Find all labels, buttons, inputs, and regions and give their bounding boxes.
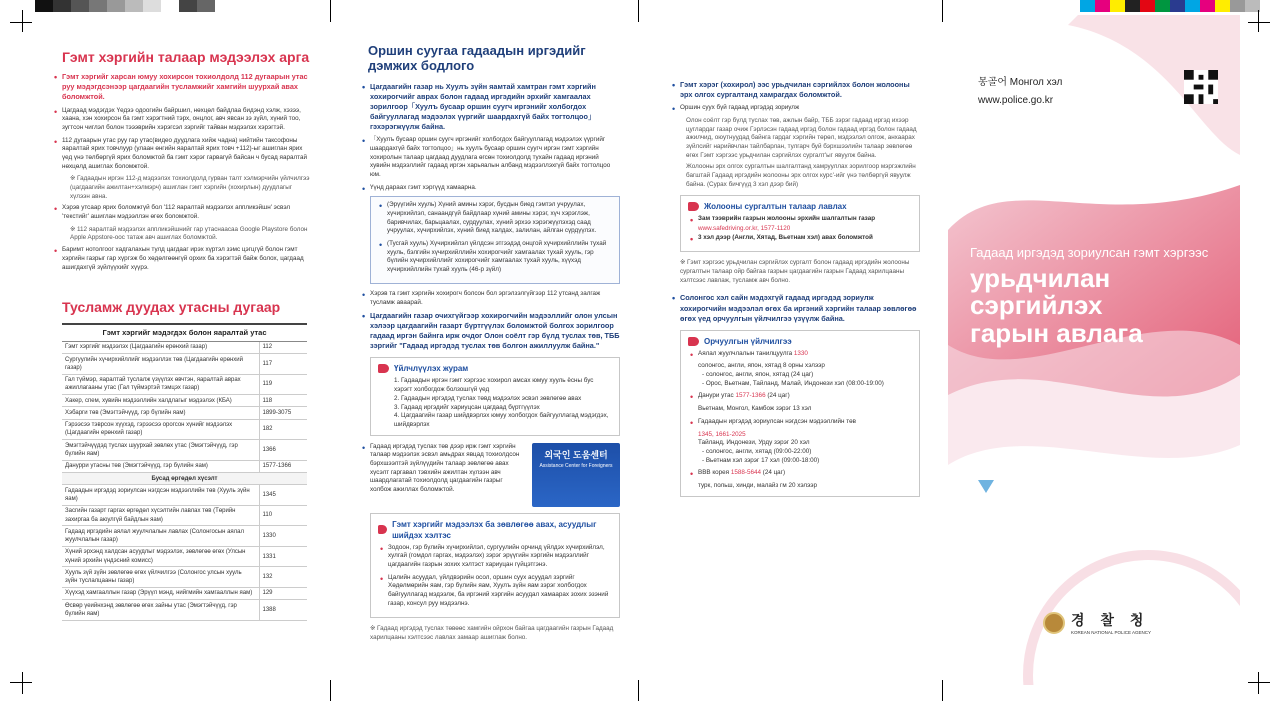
center-text: • Гадаад иргэдэд туслах төв дээр ирж гэмт хэргийн талаар мэдээлэх эсвэл амьдрах явцад тохиолдсон бэрхшээлтэй зүйлүүдийн талаар зөвлөгөө авах хүсэлт гаргавал тэвхийн ажилтан хүлээн авч шаардлагатай тохиолдолд цагдаагийн газрыг холбож ажиллах боломжтой. xyxy=(360,443,524,503)
service-detail: - солонгос, англи, япон, хятад (24 цаг) xyxy=(702,371,814,379)
policy-footnote: ※ Гадаад иргэдэд туслах төвөөс хамгийн ойрхон байгаа цагдаагийн газрын Гадаад харилцааны хэлтсээс лавлах замаар ашиглаж болно. xyxy=(370,625,614,642)
cover-title xyxy=(970,265,1240,347)
prevention-column xyxy=(670,80,920,504)
report-lead: • Гэмт хэргийг харсан юмуу хохирсон тохиолдолд 112 дугаарын утас руу мэдэгдсэнээр цагдаагийн тусламжийг хамгийн шуурхай авах боломжтой. xyxy=(52,72,312,102)
center-image-title: 외국인 도움센터 xyxy=(544,449,608,460)
phone-number: 132 xyxy=(259,567,307,588)
crime-list-item: • (Эрүүгийн хууль) Хүний амины хэрэг, бусдын биед гэмтэл учруулах, хүчирхийлэл, санаандгүй байдлаар хүний амины хэрэг, хүч хэрэглэж, баривчилах, барьцаалах, сурдуулах, хүний эрхээ хэрэгжүүлэхэд саад учруулах, хүчирхийлэх, хүний биед халдах, залилан, айлган сүрдүүлэх. xyxy=(377,201,613,236)
phone-number: 1388 xyxy=(259,600,307,621)
phone-name: Гал түймэр, яаралтай туслалж үзүүлэх өвчтэн, яаралтай аврах ажиллагааны утас (Гал түймэртэй тэмцэх газар) xyxy=(62,374,259,395)
service-name: Гадаадын иргэдэд зориулсан нэгдсэн мэдээллийн төв xyxy=(698,417,857,425)
service-name: Данури утас xyxy=(698,392,734,400)
advice-title: Гэмт хэргийг мэдээлэх ба зөвлөгөө авах, асуудлыг шийдэх хэлтэс xyxy=(392,519,597,540)
policy-text: • Хэрэв та гэмт хэргийн хохирогч болсон бол эргэлзэлгүйгээр 112 утсанд залгаж тусламж аваарай. xyxy=(360,290,620,307)
driving-languages: • 3 хэл дээр (Англи, Хятад, Вьетнам хэл) авах боломжтой xyxy=(688,234,912,243)
report-column xyxy=(52,42,312,621)
phone-name: Хууль зүй зүйн зөвлөгөө өгөх үйлчилгээ (Солонгос улсын хууль зүйн туслалцааны газар) xyxy=(62,567,259,588)
crop-mark xyxy=(1248,22,1270,23)
phone-name: Засгийн газарт гаргах өргөдөл хүсэлтийн лавлах төв (Төрийн захиргаа ба аюулгүй байдлын яам) xyxy=(62,505,259,526)
procedure-step: 2. Гадаадын иргэдэд туслах төвд мэдээлэх эсвэл зөвлөгөө авах xyxy=(394,394,582,402)
fold-mark xyxy=(638,680,639,701)
agency-name-english: KOREAN NATIONAL POLICE AGENCY xyxy=(1071,630,1152,635)
service-name: Аялал жуулчлалын танилцуулга xyxy=(698,349,793,357)
service-detail: турк, польш, хинди, малайз гм 20 хэлээр xyxy=(698,481,818,489)
driving-note: ※ Гэмт хэргээс урьдчилан сэргийлэх сургалт болон гадаад иргэдийн жолооны сургалтын талаар ойр байгаа газрын цагдаагийн газрын Гадаад харилцааны хэлтсээс лавлаж, тусламж авч болно. xyxy=(680,259,910,284)
qr-code-icon xyxy=(1184,70,1218,104)
center-image-subtitle: Assistance Center for Foreigners xyxy=(539,463,613,469)
fold-mark xyxy=(942,0,943,22)
procedure-title: Үйлчлүүлэх журам xyxy=(394,364,469,374)
policy-text: • Үүнд дараах гэмт хэргүүд хамаарна. xyxy=(360,184,620,193)
megaphone-icon xyxy=(688,337,699,346)
service-number: 1588-5644 xyxy=(730,469,761,477)
policy-lead: • Цагдаагийн газар нь Хуулъ зүйн яамтай хамтран гэмт хэргийн хохирогчийг аврах болон гадаад иргэдийн эрхийг хамгаалах зорилгоор「Хуулъ бусаар оршин суугч иргэнийг холбогдох байгууллагад мэдээлэх үүргийг шаардахгүй байх тогтолцоо」гэхэрэгжүүлж байна. xyxy=(360,82,620,132)
phone-name: Хүний эрхэнд халдсан асуудлыг мэдээлэх, зөвлөгөө өгөх (Улсын хүний эрхийн үндэсний комисс) xyxy=(62,546,259,567)
prevention-text: Олон соёлт гэр бүлд туслах төв, ажлын байр, ТББ зэрэг гадаад иргэд ихээр цуглардаг газар очиж Гэрлэсэн гадаад иргэд болон гадаад иргэд болон гадаад ажилчид, оюутнуудад байнга гардаг хэргийн төрөл, мэдээлэл олгож, анхаарах зүйлсийг нарийвчлан тайлбарлан, тулгарч буй бэрхшээлийн талаар зөвлөгөө өгөх Гэмт хэргээс урьдчилан сэргийлэх сургалт'ыг явуулж байна. xyxy=(686,116,917,159)
megaphone-icon xyxy=(378,525,387,534)
table-row xyxy=(62,407,307,419)
fold-mark xyxy=(330,0,331,22)
phone-name: Гэрээсээ тэврсон хүүхэд, гэрээсээ орогсон хүнийг мэдээлэх (Цагдаагийн ерөнхий газар) xyxy=(62,419,259,440)
report-title: Гэмт хэргийн талаар мэдээлэх арга xyxy=(62,49,310,65)
table-row xyxy=(62,567,307,588)
phone-number: 118 xyxy=(259,395,307,407)
policy-title: Оршин суугаа гадаадын иргэдийг дэмжих бодлого xyxy=(368,43,586,73)
report-item: • Цагдаад мэдэгдэх Үедээ одоогийн байршил, нөхцөл байдлаа бидэнд хэлж, хэзээ, хаана, хэн хохирсон ба гэмт хэрэгтний тэрх, онцлог, авч явсан зэ зүйл, хүний тоо, зугтсон чиглэл болон тэээврийн хэрэгсэл зэргийг тайван мэдээлэх хэрэгтэй. xyxy=(52,107,312,133)
table-row xyxy=(62,395,307,407)
prevention-lead: • Гэмт хэрэг (хохирол) ээс урьдчилан сэргийлэх болон жолооны эрх олгох сургалтанд хамрагдах боломжтой. xyxy=(670,80,920,100)
service-item xyxy=(688,350,912,359)
phone-name: Гэмт хэргийг мэдээлэх (Цагдаагийн ерөнхий газар) xyxy=(62,341,259,353)
service-detail: Вьетнам, Монгол, Камбож зэрэг 13 хэл xyxy=(698,405,812,413)
cover-title-line: урьдчилан сэргийлэх xyxy=(970,263,1111,321)
driving-title: Жолооны сургалтын талаар лавлах xyxy=(704,202,847,212)
table-row xyxy=(62,587,307,599)
crop-mark xyxy=(1248,682,1270,683)
table-row xyxy=(62,600,307,621)
service-number: 1345, 1661-2025 xyxy=(698,430,746,438)
service-detail: - Орос, Вьетнам, Тайланд, Малай, Индонези хэл (08:00-19:00) xyxy=(702,379,884,387)
phone-name: Данурри утасны төв (Эмэгтэйчүүд, гэр бүлийн яам) xyxy=(62,460,259,472)
phone-number: 1899-3075 xyxy=(259,407,307,419)
prevention-sub: • Оршин суух бүй гадаад иргэдэд зориулж xyxy=(670,104,920,113)
service-detail: солонгос, англи, япон, хятад 8 орны хэлээр xyxy=(698,362,825,370)
phone-name: Гадаадын иргэдэд зориулсан нэгдсэн мэдээллийн төв (Хууль зүйн яам) xyxy=(62,485,259,506)
table-row xyxy=(62,419,307,440)
procedure-step: 4. Цагдаагийн газар шийдвэрлэх юмуу холбогдох байгууллагад мэдэгдэх, шийдвэрлэх xyxy=(394,412,609,428)
police-logo xyxy=(1043,610,1151,635)
color-bar xyxy=(1080,0,1260,12)
report-item: • Хэрэв утсаар ярих боломжгүй бол '112 яаралтай мэдээлэх аппликэйшн' эсвэл 'текстийг' ашиглан мэдээллэн өгөх боломжтой. xyxy=(52,204,312,221)
phone-number: 110 xyxy=(259,505,307,526)
report-note: ※ Гадаадын иргэн 112-д мэдээлэх тохиолдолд гурван талт хэлмэрчийн үйлчилгээ (цагдаагийн ажилтан+хэлмэрч) ашиглан гэмт хэргийн (хохирлын) дуудлагыг хүлээн авна. xyxy=(70,175,310,200)
advice-box xyxy=(370,513,620,619)
service-detail: - Вьетнам хэл зэрэг 17 хэл (09:00-18:00) xyxy=(702,456,820,464)
fold-mark xyxy=(638,0,639,22)
service-number: 1330 xyxy=(793,349,808,357)
policy-column xyxy=(360,42,620,646)
table-row xyxy=(62,440,307,461)
advice-item: • Цалийн асуудал, үйлдвэрийн осол, оршин суух асуудал зэргийг Хөдөлмөрийн яам, гэр бүлийн яам, Хуулъ зүйн яам зэрэг холбогдох байгууллагад мэдээлж, ба иргэний хэргийн асуудал хамаарах зохих эзэний газар, консул руу мэдээлнэ. xyxy=(378,574,612,609)
police-url[interactable]: www.police.go.kr xyxy=(978,95,1054,106)
table-row xyxy=(62,526,307,547)
fold-mark xyxy=(330,680,331,701)
service-detail: Тайланд, Индонези, Урду зэрэг 20 хэл xyxy=(698,439,810,447)
driving-website: www.safedriving.or.kr, 1577-1120 xyxy=(698,225,791,233)
phone-name: Гадаад иргэдийн аялал жуулчлалын лавлах (Солонгосын аялал жуулчлалын газар) xyxy=(62,526,259,547)
service-item xyxy=(688,418,912,427)
assistance-center-image xyxy=(532,443,620,507)
phone-number: 129 xyxy=(259,587,307,599)
wave-graphic xyxy=(948,15,1240,685)
phone-number: 117 xyxy=(259,354,307,375)
crop-mark xyxy=(22,672,23,694)
advice-item: • Зодоон, гэр бүлийн хүчирхийлэл, сургуулийн орчинд үйлдэх хүчирхийлэл, хулгай (гомдол гаргах, мэдээлэх) зэрэг эрүүгийн хэргийн мэдээллийг цагдаагийн газрын зохих хэлтэст хариуцан гүйцэтгэнэ. xyxy=(378,544,612,570)
service-item xyxy=(688,392,912,401)
phone-table xyxy=(62,323,307,621)
driving-box xyxy=(680,195,920,252)
crop-mark xyxy=(10,22,32,23)
phone-name: Өсвөр үеийнхэнд зөвлөгөө өгөх зайны утас (Эмэгтэйчүүд, гэр бүлийн яам) xyxy=(62,600,259,621)
phone-number: 1345 xyxy=(259,485,307,506)
report-note: ※ 112 яаралтай мэдээлэх аппликэйшнийг гар утаснаасаа Google Playstore болон Apple Appstore-оос татаж авч ашиглах боломжтой. xyxy=(70,225,308,242)
police-emblem-icon xyxy=(1043,612,1065,634)
service-number: 1577-1366 xyxy=(735,392,766,400)
procedure-box xyxy=(370,357,620,435)
report-item: • 112 дугаарын утас руу гар утас(видео дуудлага хийж чадна) нийтийн таксофоны яаралтай ярих товчлуур (улаан өнгийн яаралтай ярих товч +112)-ыг ашиглан ярих үед үнэ төлбөргүй ярих боломжтой ба гэмт хэрэг гарвагүй байсан ч бусад яаралтай нөхцөлд ашиглах боломжтой. xyxy=(52,137,312,172)
megaphone-icon xyxy=(378,364,389,373)
phone-number: 1577-1366 xyxy=(259,460,307,472)
translation-lead: • Солонгос хэл сайн мэдэхгүй гадаад иргэдэд зориулж хохирогчийн мэдээлэл өгөх ба иргэний хэргийн талаар зөвлөгөө өгөх үед орчуулгын үйлчилгээ үзүүлж байна. xyxy=(670,293,920,323)
service-item xyxy=(688,469,912,478)
cover-subtitle: Гадаад иргэдэд зориулсан гэмт хэргээс xyxy=(970,245,1209,260)
cover-title-line: гарын авлага xyxy=(970,317,1143,348)
crop-mark xyxy=(1258,672,1259,694)
policy-lead: • Цагдаагийн газар очихгүйгээр хохирогчийн мэдээллийг олон улсын хэлээр цагдаагийн газарт бүртгүүлэх боломжтой болгох зорилгоор гадаад иргэн байнга ирж очдог Олон соёлт гэр бүлд туслах төв, ТББ зэргийг "Гадаад иргэдэд туслах төв болгон ажиллуулж байна." xyxy=(360,311,620,351)
translation-title: Орчуулгын үйлчилгээ xyxy=(704,336,792,346)
service-hours: (24 цаг) xyxy=(762,469,786,477)
report-item: • Баримт нотолгоог хадгалахын тулд цагдааг ирэх хүртэл зэмс цэгцгүй болон гэмт хэргийн газрыг гар хүргэж бо хөдөлгөөнгүй орхих ба хэрэгтэй байж болох, цагдаад ашигдахгүй зүйлүүхийг хүүрэ. xyxy=(52,246,312,272)
phone-table-header: Гэмт хэргийг мэдэгдэх болон яаралтай утас xyxy=(62,324,307,342)
crop-mark xyxy=(10,682,32,683)
phone-number: 119 xyxy=(259,374,307,395)
phone-name: Хэбарги төв (Эмэгтэйчүүд, гэр бүлийн яам) xyxy=(62,407,259,419)
megaphone-icon xyxy=(688,202,699,211)
phone-name: Хүүхэд хамгааллын газар (Эрүүл мэнд, нийгмийн хамгааллын яам) xyxy=(62,587,259,599)
translation-box xyxy=(680,330,920,497)
phone-number: 112 xyxy=(259,341,307,353)
procedure-step: 1. Гадаадын иргэн гэмт хэргээс хохирол амсах юмуу хууль ёсны бус хэрэгт холбогдож болзошгүй үед xyxy=(394,377,594,394)
agency-name-korean: 경 찰 청 xyxy=(1071,612,1150,628)
phone-number: 1330 xyxy=(259,526,307,547)
phone-number: 1331 xyxy=(259,546,307,567)
fold-mark xyxy=(942,680,943,701)
policy-text: • 「Хуулъ бусаар оршин суугч иргэнийг холбогдох байгууллагад мэдээлэх үүргийг шаардахгүй байх тогтолцоо」нь хуулъ бусаар оршин суугч иргэн гэмт хэргийн хохиролын талаар цагдаад дуудлага өгсөн тохиолдолд тухайн гадаад иргэний хувийн мэдээллийг гадаад иргэн харьяалын албанд мэдээллэхгүй байх тогтолцоо юм. xyxy=(360,136,620,179)
language-label: 몽골어 Монгол хэл xyxy=(978,77,1063,88)
phone-name: Сургуулийн хүчирхийллийг мэдээллэх төв (Цагдаагийн ерөнхий газар) xyxy=(62,354,259,375)
phone-name: Эмэгтэйчүүдэд туслах шуурхай зөвлөх утас (Эмэгтэйчүүд, гэр бүлийн яам) xyxy=(62,440,259,461)
service-name: BBB корея xyxy=(698,469,730,477)
phone-number: 1366 xyxy=(259,440,307,461)
phone-number: 182 xyxy=(259,419,307,440)
table-row xyxy=(62,460,307,472)
table-row xyxy=(62,341,307,353)
table-row xyxy=(62,485,307,506)
crime-list-box xyxy=(370,196,620,284)
table-row xyxy=(62,354,307,375)
cover-panel xyxy=(948,15,1240,685)
service-detail: - солонгос, англи, хятад (09:00-22:00) xyxy=(702,447,812,455)
driving-office: • Зам тээврийн газрын жолооны эрхийн шалгалтын газар xyxy=(688,215,912,224)
crime-list-item: • (Тусгай хууль) Хүчирхийлэл үйлдсэн этгээдэд онцгой хүчирхийллийн тухай хууль, бэлгийн хүчирхийллийн хохирогчийг хамгаалах тухай хууль, гэр бүлийн хүчирхийллийг хохирогчийг хамгаалах тухай хууль, хүүхэд хүчирхийллийн тухай хууль (46-р зүйл) xyxy=(377,240,613,275)
crop-mark xyxy=(22,10,23,32)
table-section: Бусад өргөдөл хүсэлт xyxy=(62,473,307,485)
table-row xyxy=(62,374,307,395)
grayscale-bar xyxy=(35,0,215,12)
table-row xyxy=(62,546,307,567)
table-row xyxy=(62,505,307,526)
phone-name: Хакер, спем, хувийн мэдээллийн халдлагыг мэдээлэх (КБА) xyxy=(62,395,259,407)
procedure-step: 3. Гадаад иргэдийг хариуцсан цагдаад бүртгүүлэх xyxy=(394,403,540,411)
prevention-text: Жолооны эрх олгох сургалтын шалгалтанд хамрууллах зорилгоор мэргэжлийн багштай Гадаад иргэдийн жолооны эрх олгох курс'-ийг үнэ төлбөргүй явуулж байна. (Сурах бичгүүд 3 хэл дээр бий) xyxy=(686,163,916,188)
service-hours: (24 цаг) xyxy=(767,392,790,400)
phone-title: Тусламж дуудах утасны дугаар xyxy=(62,299,281,316)
crop-mark xyxy=(1258,10,1259,32)
